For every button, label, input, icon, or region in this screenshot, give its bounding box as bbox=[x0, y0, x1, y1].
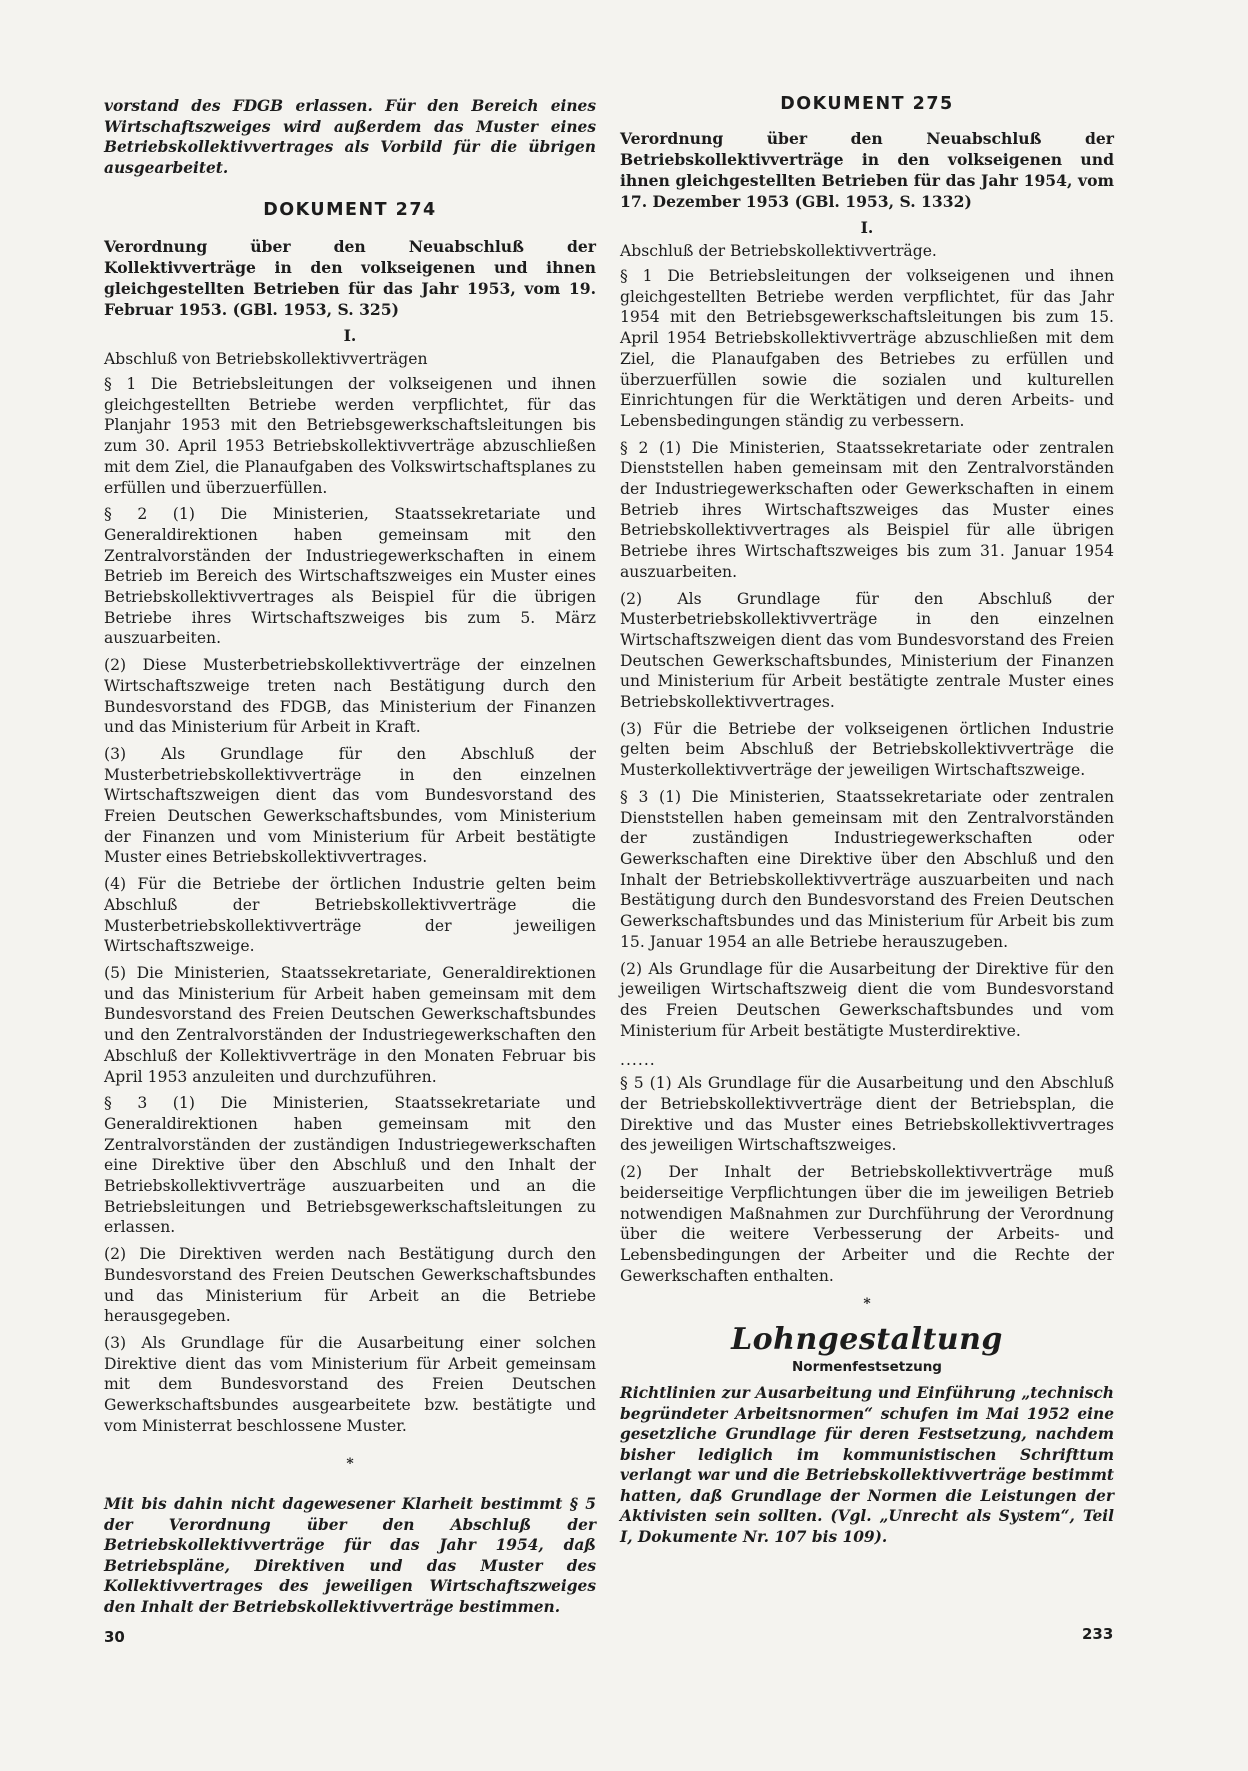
paragraph: (4) Für die Betriebe der örtlichen Industrie gelten beim Abschluß der Betriebskollektivverträge die Musterbetriebskollektivverträge der jeweiligen Wirtschaftszweige. bbox=[104, 875, 596, 956]
paragraph: § 2 (1) Die Ministerien, Staatssekretariate oder zentralen Dienststellen haben gemeinsam mit den Zentralvorständen der Industriegewerkschaften oder Gewerkschaften in einem Betrieb ihres Wirtschaftszweiges das Muster eines Betriebskollektivvertrages als Beispiel für alle übrigen Betriebe ihres Wirtschaftszweiges bis zum 31. Januar 1954 auszuarbeiten. bbox=[620, 438, 1114, 581]
section-number: I. bbox=[343, 326, 357, 345]
chapter-subtitle: Normenfestsetzung bbox=[792, 1359, 942, 1376]
paragraph: (3) Für die Betriebe der volkseigenen örtlichen Industrie gelten beim Abschluß der Betriebskollektivverträge die Musterkollektivverträge der jeweiligen Wirtschaftszweige. bbox=[620, 719, 1114, 780]
paragraph: (2) Die Direktiven werden nach Bestätigung durch den Bundesvorstand des Freien Deutschen Gewerkschaftsbundes und das Ministerium für Arbeit an die Betriebe herausgegeben. bbox=[104, 1245, 596, 1326]
omission-dots: ...... bbox=[620, 1051, 656, 1070]
intro-text: vorstand des FDGB erlassen. Für den Bereich eines Wirtschaftszweiges wird außerdem das Muster eines Betriebskollektivvertrages als Vorbild für die übrigen ausgearbeitet. bbox=[104, 97, 596, 177]
chapter-title: Lohngestaltung bbox=[731, 1322, 1003, 1358]
left-paragraphs bbox=[104, 374, 596, 1436]
paragraph: (3) Als Grundlage für die Ausarbeitung einer solchen Direktive dient das vom Ministerium für Arbeit gemeinsam mit dem Bundesvorstand des Freien Deutschen Gewerkschaftsbundes ausgearbeitete bzw. bestätigte und vom Ministerrat beschlossene Muster. bbox=[104, 1333, 596, 1435]
document-heading-275: DOKUMENT 275 bbox=[780, 94, 954, 114]
page-number-right: 233 bbox=[1082, 1625, 1114, 1643]
left-column bbox=[104, 96, 596, 1617]
section-subheading: Abschluß der Betriebskollektivverträge. bbox=[620, 242, 937, 260]
paragraph: (3) Als Grundlage für den Abschluß der Musterbetriebskollektivverträge in den einzelnen Wirtschaftszweigen dient das vom Bundesvorstand des Freien Deutschen Gewerkschaftsbundes, vom Ministerium der Finanzen und vom Ministerium für Arbeit bestätigte Muster eines Betriebskollektivvertrages. bbox=[104, 744, 596, 867]
right-paragraphs-continued bbox=[620, 1073, 1114, 1286]
paragraph: (2) Als Grundlage für die Ausarbeitung der Direktive für den jeweiligen Wirtschaftszweig dient die vom Bundesvorstand des Freien Deutschen Gewerkschaftsbundes und vom Ministerium für Arbeit bestätigte Musterdirektive. bbox=[620, 959, 1114, 1040]
closing-commentary: Richtlinien zur Ausarbeitung und Einführung „technisch begründeter Arbeitsnormen“ schufen im Mai 1952 eine gesetzliche Grundlage für deren Festsetzung, nachdem bisher lediglich im kommunistischen Schrifttum verlangt war und die Betriebskollektivverträge bestimmt hatten, daß Grundlage der Normen die Leistungen der Aktivisten sein sollten. (Vgl. „Unrecht als System“, Teil I, Dokumente Nr. 107 bis 109). bbox=[620, 1384, 1114, 1546]
separator-star: * bbox=[863, 1296, 871, 1313]
paragraph: (5) Die Ministerien, Staatssekretariate, Generaldirektionen und das Ministerium für Arbeit haben gemeinsam mit dem Bundesvorstand des Freien Deutschen Gewerkschaftsbundes und den Zentralvorständen der Industriegewerkschaften den Abschluß der Kollektivverträge in den Monaten Februar bis April 1953 anzuleiten und durchzuführen. bbox=[104, 963, 596, 1086]
paragraph: (2) Als Grundlage für den Abschluß der Musterbetriebskollektivverträge in den einzelnen Wirtschaftszweigen dient das vom Bundesvorstand des Freien Deutschen Gewerkschaftsbundes, Ministerium der Finanzen und Ministerium für Arbeit bestätigte zentrale Muster eines Betriebskollektivvertrages. bbox=[620, 589, 1114, 712]
page-number-left: 30 bbox=[104, 1628, 125, 1646]
right-column bbox=[620, 94, 1114, 1547]
document-heading-274: DOKUMENT 274 bbox=[263, 200, 437, 220]
right-paragraphs bbox=[620, 266, 1114, 1041]
section-subheading: Abschluß von Betriebskollektivverträgen bbox=[104, 350, 428, 368]
paragraph: § 5 (1) Als Grundlage für die Ausarbeitung und den Abschluß der Betriebskollektivverträge dient der Betriebsplan, die Direktive und das Muster eines Betriebskollektivvertrages des jeweiligen Wirtschaftszweiges. bbox=[620, 1074, 1114, 1155]
paragraph: § 3 (1) Die Ministerien, Staatssekretariate und Generaldirektionen haben gemeinsam mit den Zentralvorständen der zuständigen Industriegewerkschaften eine Direktive über den Abschluß und den Inhalt der Betriebskollektivverträge auszuarbeiten und an die Betriebsleitungen und Betriebsgewerkschaftsleitungen zu erlassen. bbox=[104, 1094, 596, 1237]
closing-commentary: Mit bis dahin nicht dagewesener Klarheit bestimmt § 5 der Verordnung über den Abschluß der Betriebskollektivverträge für das Jahr 1954, daß Betriebspläne, Direktiven und das Muster des Kollektivvertrages des jeweiligen Wirtschaftszweiges den Inhalt der Betriebskollektivverträge bestimmen. bbox=[104, 1495, 596, 1616]
document-title-274: Verordnung über den Neuabschluß der Kollektivverträge in den volkseigenen und ihnen gleichgestellten Betrieben für das Jahr 1953, vom 19. Februar 1953. (GBl. 1953, S. 325) bbox=[104, 237, 596, 319]
paragraph: § 1 Die Betriebsleitungen der volkseigenen und ihnen gleichgestellten Betriebe werden verpflichtet, für das Jahr 1954 mit den Betriebsgewerkschaftsleitungen bis zum 15. April 1954 Betriebskollektivverträge abzuschließen mit dem Ziel, die Planaufgaben des Betriebes zu erfüllen und überzuerfüllen sowie die sozialen und kulturellen Einrichtungen für die Werktätigen und deren Arbeits- und Lebensbedingungen ständig zu verbessern. bbox=[620, 267, 1114, 430]
separator-star: * bbox=[346, 1456, 354, 1473]
paragraph: (2) Diese Musterbetriebskollektivverträge der einzelnen Wirtschaftszweige treten nach Bestätigung durch den Bundesvorstand des FDGB, das Ministerium der Finanzen und das Ministerium für Arbeit in Kraft. bbox=[104, 656, 596, 737]
paragraph: § 2 (1) Die Ministerien, Staatssekretariate und Generaldirektionen haben gemeinsam mit den Zentralvorständen der Industriegewerkschaften in einem Betrieb im Bereich des Wirtschaftszweiges ein Muster eines Betriebskollektivvertrages als Beispiel für die übrigen Betriebe ihres Wirtschaftszweiges bis zum 5. März auszuarbeiten. bbox=[104, 505, 596, 648]
document-title-275: Verordnung über den Neuabschluß der Betriebskollektivverträge in den volkseigenen und ihnen gleichgestellten Betrieben für das Jahr 1954, vom 17. Dezember 1953 (GBl. 1953, S. 1332) bbox=[620, 129, 1114, 211]
paragraph: § 3 (1) Die Ministerien, Staatssekretariate oder zentralen Dienststellen haben gemeinsam mit den Zentralvorständen der zuständigen Industriegewerkschaften oder Gewerkschaften eine Direktive über den Abschluß und den Inhalt der Betriebskollektivverträge auszuarbeiten und nach Bestätigung durch den Bundesvorstand des Freien Deutschen Gewerkschaftsbundes und das Ministerium für Arbeit bis zum 15. Januar 1954 an alle Betriebe herauszugeben. bbox=[620, 787, 1114, 951]
paragraph: (2) Der Inhalt der Betriebskollektivverträge muß beiderseitige Verpflichtungen über die im jeweiligen Betrieb notwendigen Maßnahmen zur Durchführung der Verordnung über die weitere Verbesserung der Arbeits- und Lebensbedingungen der Arbeiter und die Rechte der Gewerkschaften enthalten. bbox=[620, 1163, 1114, 1285]
paragraph: § 1 Die Betriebsleitungen der volkseigenen und ihnen gleichgestellten Betriebe werden verpflichtet, für das Planjahr 1953 mit den Betriebsgewerkschaftsleitungen bis zum 30. April 1953 Betriebskollektivverträge abzuschließen mit dem Ziel, die Planaufgaben des Volkswirtschaftsplanes zu erfüllen und überzuerfüllen. bbox=[104, 375, 596, 497]
section-number: I. bbox=[860, 218, 874, 237]
